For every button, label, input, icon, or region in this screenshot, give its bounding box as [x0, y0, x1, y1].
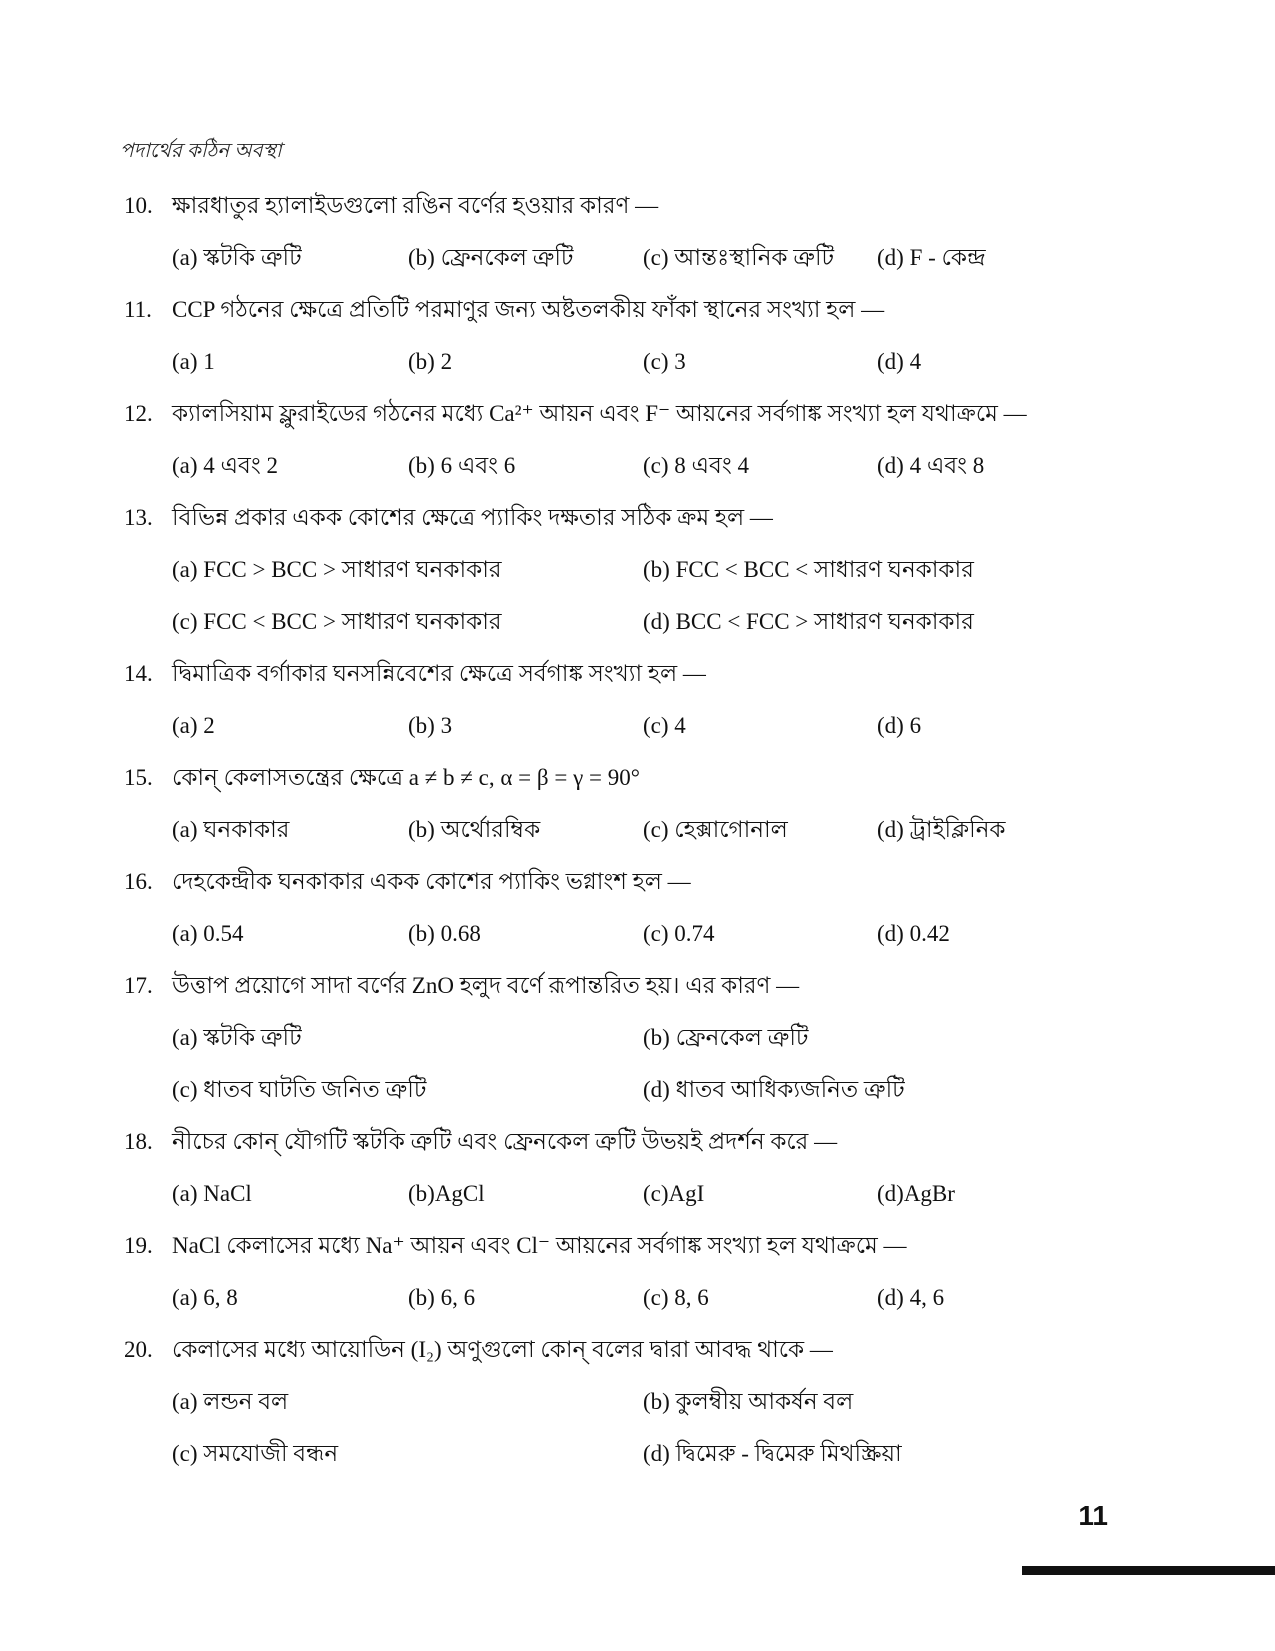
answer-option: (b) ফ্রেনকেল ত্রুটি — [408, 245, 574, 270]
question-item — [0, 284, 1275, 388]
answer-option: (a) 4 এবং 2 — [172, 453, 278, 478]
question-text: বিভিন্ন প্রকার একক কোশের ক্ষেত্রে প্যাকিং দক্ষতার সঠিক ক্রম হল — — [172, 505, 773, 530]
answer-option: (d) 4, 6 — [877, 1285, 945, 1310]
option-row — [0, 1064, 1275, 1116]
question-stem — [0, 1324, 1275, 1376]
question-stem — [0, 752, 1275, 804]
question-item — [0, 180, 1275, 284]
question-text: উত্তাপ প্রয়োগে সাদা বর্ণের ZnO হলুদ বর্ণে রূপান্তরিত হয়। এর কারণ — — [172, 973, 800, 998]
option-row — [0, 1428, 1275, 1480]
answer-option: (c) 8, 6 — [643, 1285, 709, 1310]
answer-option: (b) 6 এবং 6 — [408, 453, 516, 478]
running-head: পদার্থের কঠিন অবস্থা — [120, 140, 282, 162]
question-list — [0, 180, 1275, 1480]
answer-option: (c) ধাতব ঘাটতি জনিত ত্রুটি — [172, 1077, 427, 1102]
question-number: 15. — [124, 765, 153, 790]
question-text: ক্ষারধাতুর হ্যালাইডগুলো রঙিন বর্ণের হওয়ার কারণ — — [172, 193, 659, 218]
answer-option: (a) স্কটকি ত্রুটি — [172, 1025, 302, 1050]
answer-option: (a) 0.54 — [172, 921, 244, 946]
option-row — [0, 908, 1275, 960]
answer-option: (c)AgI — [643, 1181, 705, 1206]
option-row — [0, 1168, 1275, 1220]
answer-option: (b) 0.68 — [408, 921, 481, 946]
answer-option: (a) NaCl — [172, 1181, 252, 1206]
answer-option: (b) 3 — [408, 713, 453, 738]
question-stem — [0, 960, 1275, 1012]
answer-option: (d) 4 — [877, 349, 922, 374]
question-stem — [0, 284, 1275, 336]
answer-option: (c) 3 — [643, 349, 686, 374]
answer-option: (c) হেক্সাগোনাল — [643, 817, 788, 842]
answer-option: (c) সমযোজী বন্ধন — [172, 1441, 339, 1466]
question-stem — [0, 1116, 1275, 1168]
answer-option: (b) 2 — [408, 349, 453, 374]
answer-option: (a) ঘনকাকার — [172, 817, 290, 842]
answer-option: (c) 8 এবং 4 — [643, 453, 749, 478]
question-text: দ্বিমাত্রিক বর্গাকার ঘনসন্নিবেশের ক্ষেত্রে সর্বগাঙ্ক সংখ্যা হল — — [172, 661, 706, 686]
question-item — [0, 856, 1275, 960]
answer-option: (d) দ্বিমেরু - দ্বিমেরু মিথস্ক্রিয়া — [643, 1441, 902, 1466]
option-row — [0, 596, 1275, 648]
question-number: 14. — [124, 661, 153, 686]
question-number: 18. — [124, 1129, 153, 1154]
answer-option: (a) 6, 8 — [172, 1285, 238, 1310]
question-item — [0, 752, 1275, 856]
question-text: ক্যালসিয়াম ফ্লুরাইডের গঠনের মধ্যে Ca²⁺ আয়ন এবং F⁻ আয়নের সর্বগাঙ্ক সংখ্যা হল যথাক্রমে — — [172, 401, 1027, 426]
answer-option: (d)AgBr — [877, 1181, 955, 1206]
question-item — [0, 388, 1275, 492]
question-text: নীচের কোন্ যৌগটি স্কটকি ত্রুটি এবং ফ্রেনকেল ত্রুটি উভয়ই প্রদর্শন করে — — [172, 1129, 838, 1154]
question-text: কোন্ কেলাসতন্ত্রের ক্ষেত্রে a ≠ b ≠ c, α = β = γ = 90° — [172, 765, 640, 790]
question-number: 17. — [124, 973, 153, 998]
option-row — [0, 440, 1275, 492]
answer-option: (b) FCC < BCC < সাধারণ ঘনকাকার — [643, 557, 974, 582]
question-stem — [0, 388, 1275, 440]
page-number: 11 — [1078, 1500, 1108, 1531]
question-number: 20. — [124, 1337, 153, 1362]
answer-option: (d) 0.42 — [877, 921, 950, 946]
answer-option: (b) কুলম্বীয় আকর্ষন বল — [643, 1389, 854, 1414]
answer-option: (c) 0.74 — [643, 921, 715, 946]
answer-option: (d) ট্রাইক্লিনিক — [877, 817, 1006, 842]
option-row — [0, 232, 1275, 284]
option-row — [0, 1376, 1275, 1428]
answer-option: (a) স্কটকি ত্রুটি — [172, 245, 302, 270]
question-item — [0, 648, 1275, 752]
answer-option: (c) 4 — [643, 713, 686, 738]
question-stem — [0, 856, 1275, 908]
answer-option: (c) আন্তঃস্থানিক ত্রুটি — [643, 245, 835, 270]
question-stem — [0, 1220, 1275, 1272]
question-item — [0, 1116, 1275, 1220]
question-number: 11. — [124, 297, 152, 322]
option-row — [0, 1272, 1275, 1324]
question-number: 13. — [124, 505, 153, 530]
question-item — [0, 492, 1275, 648]
question-number: 10. — [124, 193, 153, 218]
question-text: NaCl কেলাসের মধ্যে Na⁺ আয়ন এবং Cl⁻ আয়নের সর্বগাঙ্ক সংখ্যা হল যথাক্রমে — — [172, 1233, 907, 1258]
option-row — [0, 804, 1275, 856]
answer-option: (d) ধাতব আধিক্যজনিত ত্রুটি — [643, 1077, 905, 1102]
option-row — [0, 336, 1275, 388]
question-text: CCP গঠনের ক্ষেত্রে প্রতিটি পরমাণুর জন্য অষ্টতলকীয় ফাঁকা স্থানের সংখ্যা হল — — [172, 297, 885, 322]
question-text: দেহকেন্দ্রীক ঘনকাকার একক কোশের প্যাকিং ভগ্নাংশ হল — — [172, 869, 691, 894]
option-row — [0, 700, 1275, 752]
question-number: 19. — [124, 1233, 153, 1258]
answer-option: (a) লন্ডন বল — [172, 1389, 289, 1414]
answer-option: (d) 6 — [877, 713, 922, 738]
option-row — [0, 1012, 1275, 1064]
answer-option: (b) 6, 6 — [408, 1285, 476, 1310]
footer-bar — [1022, 1566, 1275, 1575]
answer-option: (d) 4 এবং 8 — [877, 453, 985, 478]
answer-option: (d) F - কেন্দ্র — [877, 245, 986, 270]
answer-option: (a) FCC > BCC > সাধারণ ঘনকাকার — [172, 557, 502, 582]
question-stem — [0, 648, 1275, 700]
answer-option: (a) 2 — [172, 713, 215, 738]
answer-option: (a) 1 — [172, 349, 215, 374]
question-number: 12. — [124, 401, 153, 426]
answer-option: (c) FCC < BCC > সাধারণ ঘনকাকার — [172, 609, 502, 634]
question-number: 16. — [124, 869, 153, 894]
question-stem — [0, 180, 1275, 232]
option-row — [0, 544, 1275, 596]
answer-option: (b) অর্থোরম্বিক — [408, 817, 541, 842]
answer-option: (b)AgCl — [408, 1181, 485, 1206]
question-text: কেলাসের মধ্যে আয়োডিন (I₂) অণুগুলো কোন্ বলের দ্বারা আবদ্ধ থাকে — — [172, 1337, 833, 1362]
answer-option: (d) BCC < FCC > সাধারণ ঘনকাকার — [643, 609, 974, 634]
answer-option: (b) ফ্রেনকেল ত্রুটি — [643, 1025, 809, 1050]
question-item — [0, 960, 1275, 1116]
question-item — [0, 1324, 1275, 1480]
question-stem — [0, 492, 1275, 544]
question-item — [0, 1220, 1275, 1324]
